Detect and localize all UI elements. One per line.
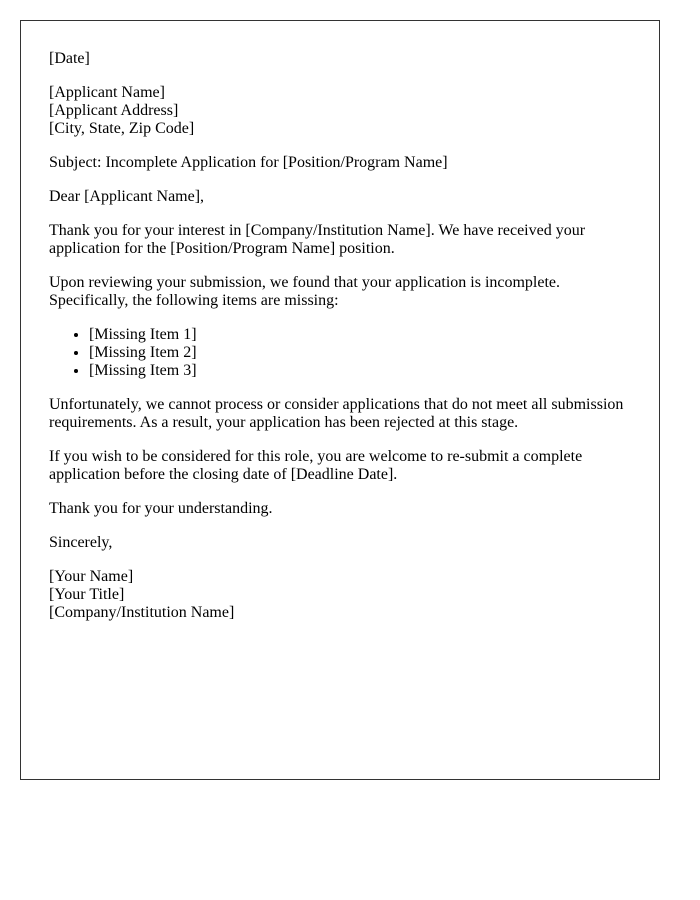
letter-subject: Subject: Incomplete Application for [Position/Program Name] [49, 154, 448, 171]
missing-item: • [Missing Item 1] [89, 326, 631, 344]
paragraph-thanks: Thank you for your interest in [Company/Institution Name]. We have received your application for the [Position/Program Name] position. [49, 222, 586, 257]
paragraph-resubmit: If you wish to be considered for this role, you are welcome to re-submit a complete application before the closing date of [Deadline Date]. [49, 448, 583, 483]
missing-item: • [Missing Item 2] [89, 344, 631, 362]
letter-salutation: Dear [Applicant Name], [49, 188, 205, 205]
signature-organization: [Company/Institution Name] [49, 604, 235, 621]
recipient-address: [Applicant Address] [49, 102, 179, 119]
letter-page [20, 20, 660, 780]
paragraph-understanding: Thank you for your understanding. [49, 500, 273, 517]
recipient-name: [Applicant Name] [49, 84, 165, 101]
signature-name: [Your Name] [49, 568, 134, 585]
recipient-city-state-zip: [City, State, Zip Code] [49, 120, 195, 137]
missing-item: • [Missing Item 3] [89, 362, 631, 380]
letter-closing: Sincerely, [49, 534, 113, 551]
signature-block [49, 568, 631, 622]
letter-date: [Date] [49, 50, 90, 67]
paragraph-incomplete: Upon reviewing your submission, we found that your application is incomplete. Specifically, the following items are missing: [49, 274, 561, 309]
missing-items-list [49, 326, 631, 380]
paragraph-rejection: Unfortunately, we cannot process or consider applications that do not meet all submission requirements. As a result, your application has been rejected at this stage. [49, 396, 624, 431]
signature-title: [Your Title] [49, 586, 125, 603]
recipient-block [49, 84, 631, 138]
